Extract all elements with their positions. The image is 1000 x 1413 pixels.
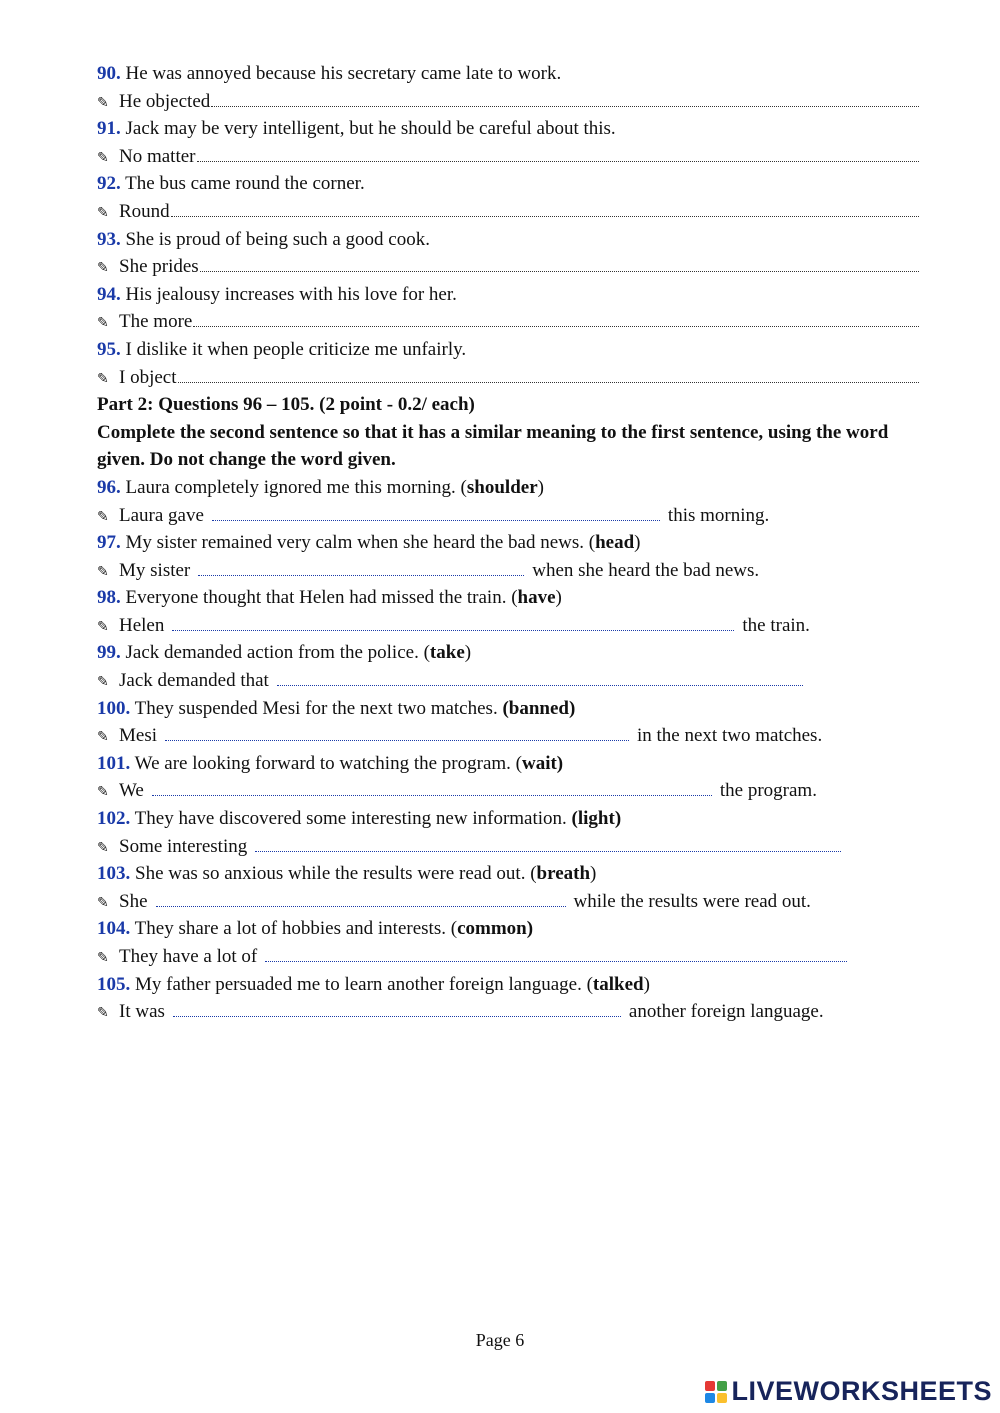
question-90: 90. He was annoyed because his secretary came late to work. <box>97 63 562 84</box>
part2-instruction: Complete the second sentence so that it has a similar meaning to the first sentence, using the word given. Do not change the word given. <box>97 421 889 471</box>
pencil-icon: ✎ <box>97 95 109 111</box>
pencil-icon: ✎ <box>97 619 109 635</box>
part2-title: Part 2: Questions 96 – 105. (2 point - 0.2/ each) <box>97 394 475 416</box>
answer-blank-90[interactable] <box>211 92 919 107</box>
answer-row-104: ✎ They have a lot of <box>97 943 919 971</box>
answer-blank-104[interactable] <box>265 947 847 962</box>
question-105: 105. My father persuaded me to learn another foreign language. (talked) <box>97 973 650 995</box>
answer-blank-101[interactable] <box>152 781 712 796</box>
question-102: 102. They have discovered some interesting new information. (light) <box>97 808 622 830</box>
answer-blank-105[interactable] <box>173 1002 621 1017</box>
question-91: 91. Jack may be very intelligent, but he should be careful about this. <box>97 118 616 140</box>
question-93: 93. She is proud of being such a good cook. <box>97 228 430 250</box>
page-number: Page 6 <box>475 1330 525 1350</box>
answer-row-93: ✎ She prides <box>97 253 919 281</box>
answer-row-103: ✎ She while the results were read out. <box>97 888 919 916</box>
pencil-icon: ✎ <box>97 730 109 746</box>
part1-items <box>97 60 919 391</box>
answer-blank-103[interactable] <box>156 892 566 907</box>
answer-blank-92[interactable] <box>171 202 919 217</box>
question-103: 103. She was so anxious while the results were read out. (breath) <box>97 863 597 885</box>
pencil-icon: ✎ <box>97 1006 109 1022</box>
pencil-icon: ✎ <box>97 150 109 166</box>
question-94: 94. His jealousy increases with his love for her. <box>97 283 457 305</box>
answer-blank-100[interactable] <box>165 726 629 741</box>
pencil-icon: ✎ <box>97 951 109 966</box>
worksheet <box>97 60 919 1026</box>
answer-row-99: ✎ Jack demanded that <box>97 667 919 695</box>
question-98: 98. Everyone thought that Helen had missed the train. (have) <box>97 587 562 609</box>
question-100: 100. They suspended Mesi for the next two matches. (banned) <box>97 697 576 719</box>
answer-blank-97[interactable] <box>198 561 524 576</box>
part2-items <box>97 474 919 1026</box>
answer-blank-91[interactable] <box>197 147 919 162</box>
liveworksheets-logo-icon <box>705 1381 727 1403</box>
answer-blank-93[interactable] <box>200 257 919 272</box>
pencil-icon: ✎ <box>97 785 109 801</box>
answer-row-100: ✎ Mesi in the next two matches. <box>97 722 919 750</box>
pencil-icon: ✎ <box>97 316 109 332</box>
answer-blank-95[interactable] <box>178 368 919 383</box>
answer-blank-96[interactable] <box>212 506 660 521</box>
question-104: 104. They share a lot of hobbies and interests. (common) <box>97 918 534 940</box>
answer-row-90: ✎ He objected <box>97 88 919 116</box>
answer-row-98: ✎ Helen the train. <box>97 612 919 640</box>
pencil-icon: ✎ <box>97 509 109 525</box>
answer-row-102: ✎ Some interesting <box>97 833 919 861</box>
answer-row-94: ✎ The more <box>97 308 919 336</box>
pencil-icon: ✎ <box>97 895 109 911</box>
question-92: 92. The bus came round the corner. <box>97 173 365 195</box>
question-99: 99. Jack demanded action from the police. (take) <box>97 642 472 664</box>
pencil-icon: ✎ <box>97 564 109 580</box>
pencil-icon: ✎ <box>97 261 109 277</box>
answer-blank-102[interactable] <box>255 837 841 852</box>
answer-row-95: ✎ I object <box>97 364 919 392</box>
question-96: 96. Laura completely ignored me this morning. (shoulder) <box>97 476 544 498</box>
pencil-icon: ✎ <box>97 371 109 387</box>
question-95: 95. I dislike it when people criticize me unfairly. <box>97 338 467 360</box>
answer-row-105: ✎ It was another foreign language. <box>97 998 919 1026</box>
answer-blank-94[interactable] <box>193 312 919 327</box>
answer-row-92: ✎ Round <box>97 198 919 226</box>
question-97: 97. My sister remained very calm when she heard the bad news. (head) <box>97 532 641 554</box>
answer-row-97: ✎ My sister when she heard the bad news. <box>97 557 919 585</box>
question-101: 101. We are looking forward to watching the program. (wait) <box>97 752 564 774</box>
answer-blank-98[interactable] <box>172 616 734 631</box>
brand-logo-bar <box>705 1376 992 1407</box>
brand-name: LIVEWORKSHEETS <box>731 1376 992 1406</box>
pencil-icon: ✎ <box>97 840 109 856</box>
answer-row-91: ✎ No matter <box>97 143 919 171</box>
pencil-icon: ✎ <box>97 205 109 221</box>
answer-blank-99[interactable] <box>277 671 803 686</box>
pencil-icon: ✎ <box>97 675 109 691</box>
answer-row-96: ✎ Laura gave this morning. <box>97 502 919 530</box>
answer-row-101: ✎ We the program. <box>97 777 919 805</box>
